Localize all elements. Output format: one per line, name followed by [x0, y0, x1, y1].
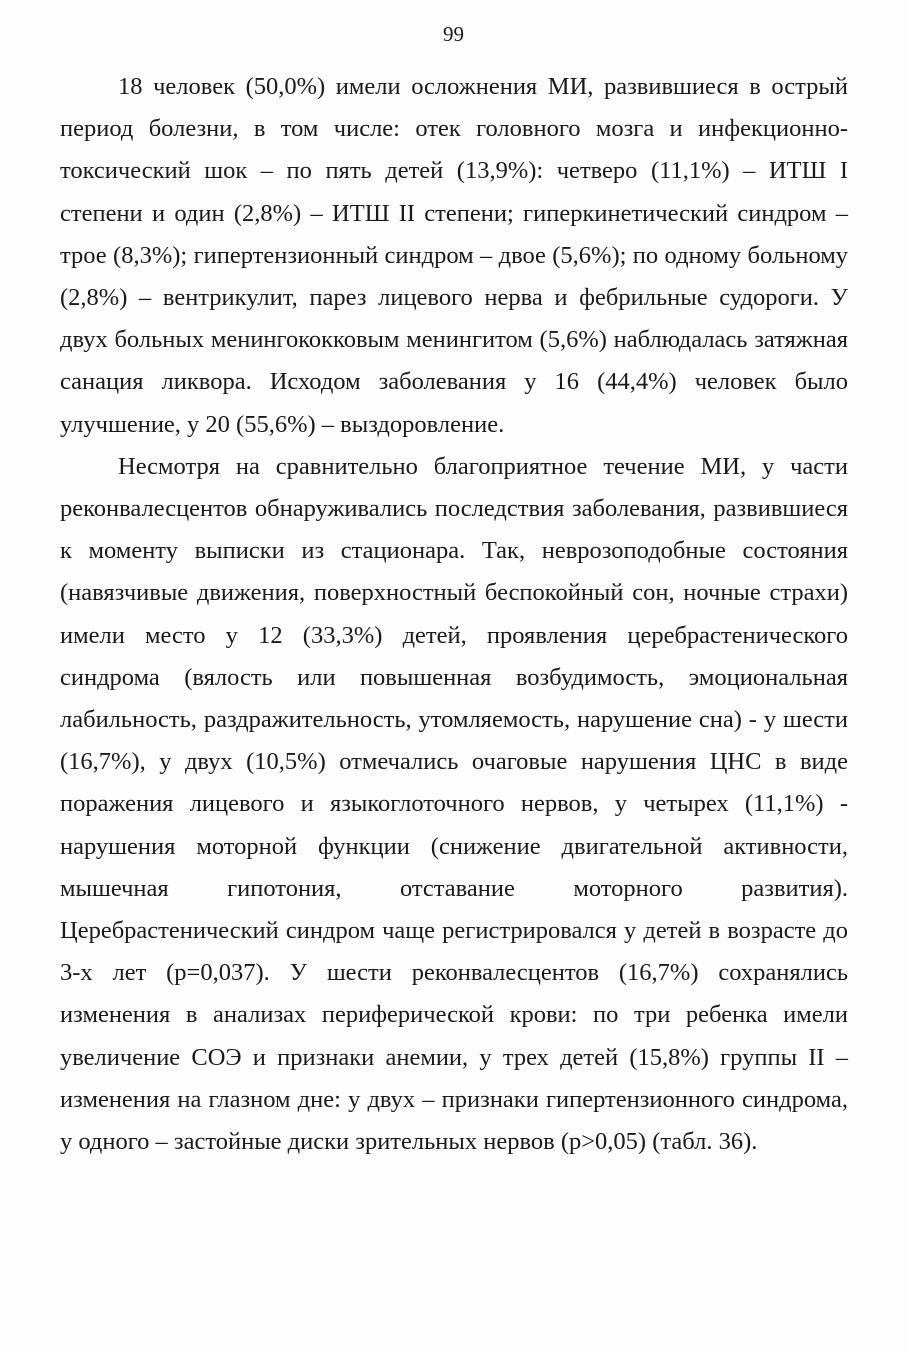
- page-number: 99: [443, 22, 464, 46]
- paragraph-consequences: Несмотря на сравнительно благоприятное течение МИ, у части реконвалесцентов обнаруживались последствия заболевания, развившиеся к моменту выписки из стационара. Так, неврозоподобные состояния (навязчивые движения, поверхностный беспокойный сон, ночные страхи) имели место у 12 (33,3%) детей, проявления церебрастенического синдрома (вялость или повышенная возбудимость, эмоциональная лабильность, раздражительность, утомляемость, нарушение сна) - у шести (16,7%), у двух (10,5%) отмечались очаговые нарушения ЦНС в виде поражения лицевого и языкоглоточного нервов, у четырех (11,1%) - нарушения моторной функции (снижение двигательной активности, мышечная гипотония, отставание моторного развития). Церебрастенический синдром чаще регистрировался у детей в возрасте до 3-х лет (p=0,037). У шести реконвалесцентов (16,7%) сохранялись изменения в анализах периферической крови: по три ребенка имели увеличение СОЭ и признаки анемии, у трех детей (15,8%) группы II – изменения на глазном дне: у двух – признаки гипертензионного синдрома, у одного – застойные диски зрительных нервов (p>0,05) (табл. 36).: [60, 452, 848, 1156]
- body-text: [60, 66, 848, 1163]
- paragraph-complications: 18 человек (50,0%) имели осложнения МИ, развившиеся в острый период болезни, в том числе: отек головного мозга и инфекционно-токсический шок – по пять детей (13,9%): четверо (11,1%) – ИТШ I степени и один (2,8%) – ИТШ II степени; гиперкинетический синдром – трое (8,3%); гипертензионный синдром – двое (5,6%); по одному больному (2,8%) – вентрикулит, парез лицевого нерва и фебрильные судороги. У двух больных менингококковым менингитом (5,6%) наблюдалась затяжная санация ликвора. Исходом заболевания у 16 (44,4%) человек было улучшение, у 20 (55,6%) – выздоровление.: [60, 73, 848, 438]
